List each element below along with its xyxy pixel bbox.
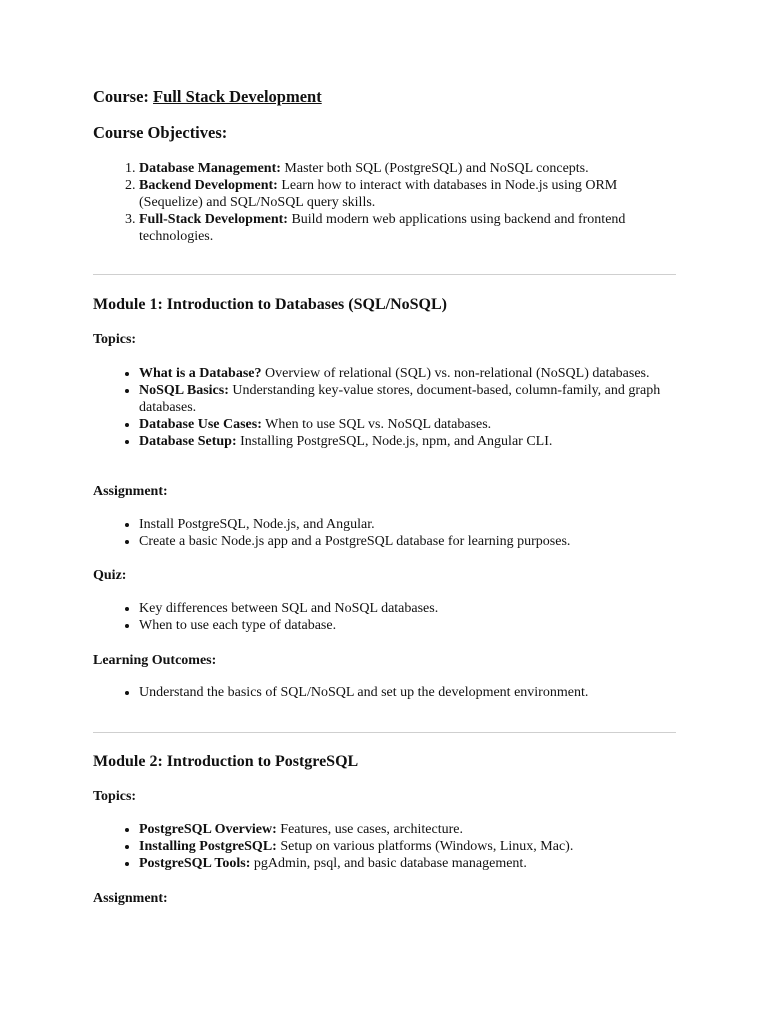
module-2-assignment-label: Assignment: (93, 891, 168, 906)
list-item: • NoSQL Basics: Understanding key-value stores, document-based, column-family, and graph databases. (139, 382, 676, 416)
module-2-title: Module 2: Introduction to PostgreSQL (93, 753, 359, 770)
list-item: • Database Use Cases: When to use SQL vs. NoSQL databases. (139, 416, 676, 433)
list-item: • Create a basic Node.js app and a PostgreSQL database for learning purposes. (139, 533, 676, 550)
list-item: • PostgreSQL Tools: pgAdmin, psql, and basic database management. (139, 855, 676, 872)
module-1-quiz-list (93, 600, 676, 634)
module-1-title: Module 1: Introduction to Databases (SQL/NoSQL) (93, 296, 447, 313)
objectives-section (93, 122, 227, 144)
list-item: 2. Backend Development: Learn how to interact with databases in Node.js using ORM (Sequelize) and SQL/NoSQL query skills. (139, 177, 676, 211)
module-2-topics-list (93, 821, 676, 872)
module-1-topics-list (93, 365, 676, 450)
module-1-outcomes-list (93, 684, 676, 701)
list-item: 1. Database Management: Master both SQL (PostgreSQL) and NoSQL concepts. (139, 160, 676, 177)
list-item: • Installing PostgreSQL: Setup on various platforms (Windows, Linux, Mac). (139, 838, 676, 855)
module-1-assignment-label: Assignment: (93, 484, 168, 499)
list-item: • Install PostgreSQL, Node.js, and Angular. (139, 516, 676, 533)
list-item: • PostgreSQL Overview: Features, use cases, architecture. (139, 821, 676, 838)
objectives-list (93, 160, 676, 245)
objectives-heading: Course Objectives: (93, 123, 228, 142)
list-item: • Database Setup: Installing PostgreSQL, Node.js, npm, and Angular CLI. (139, 433, 676, 450)
module-1-assignment-list (93, 516, 676, 550)
course-title (93, 86, 322, 108)
list-item: • Key differences between SQL and NoSQL databases. (139, 600, 676, 617)
list-item: • Understand the basics of SQL/NoSQL and set up the development environment. (139, 684, 676, 701)
module-1-topics-label: Topics: (93, 332, 137, 347)
module-1-outcomes-label: Learning Outcomes: (93, 653, 217, 668)
divider (93, 274, 676, 275)
module-1-quiz-label: Quiz: (93, 568, 127, 583)
list-item: • When to use each type of database. (139, 617, 676, 634)
course-name: Full Stack Development (153, 87, 322, 106)
list-item: • What is a Database? Overview of relational (SQL) vs. non-relational (NoSQL) databases. (139, 365, 676, 382)
list-item: 3. Full-Stack Development: Build modern web applications using backend and frontend technologies. (139, 211, 676, 245)
course-label: Course: (93, 87, 149, 106)
module-2-topics-label: Topics: (93, 789, 137, 804)
divider (93, 732, 676, 733)
